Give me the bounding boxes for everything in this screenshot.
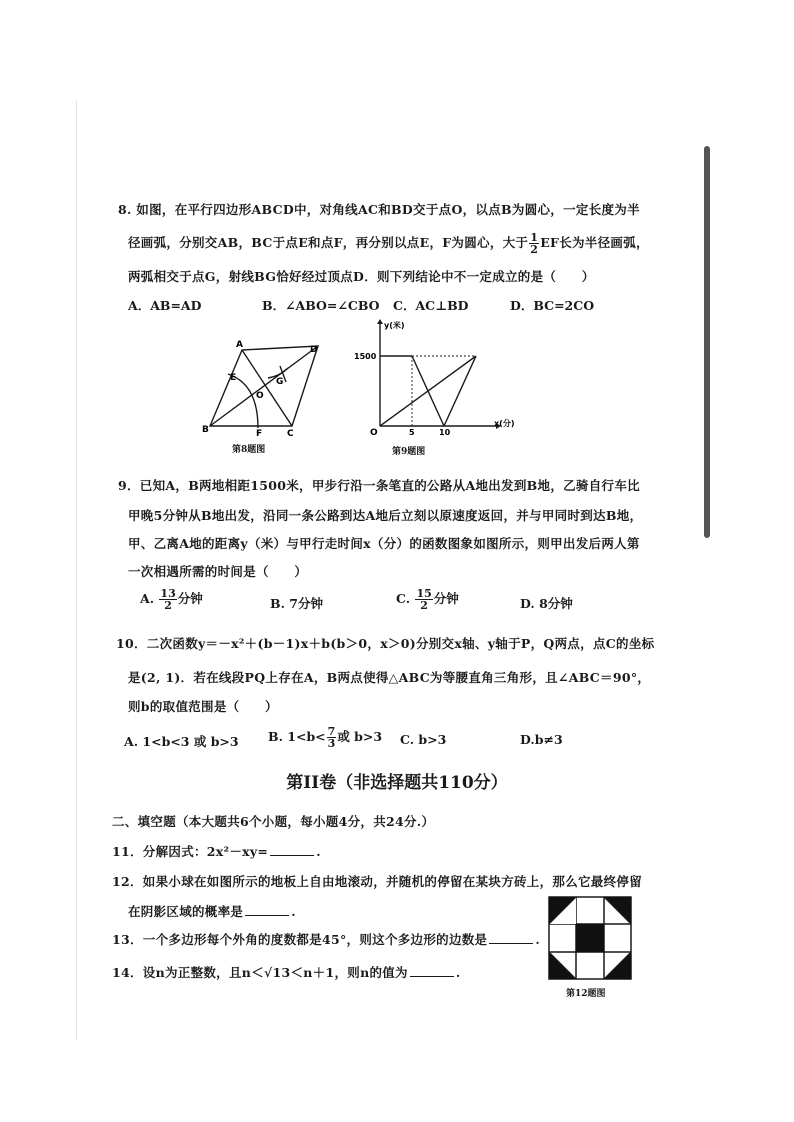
label-o: O bbox=[256, 391, 264, 401]
q12-line2 bbox=[128, 902, 296, 920]
q12-figure bbox=[548, 896, 632, 980]
q13-end: . bbox=[535, 932, 540, 947]
q9-option-a-den: 2 bbox=[164, 599, 172, 612]
q8-option-d: D．BC=2CO bbox=[510, 298, 595, 313]
q9-line3: 甲、乙离A地的距离y（米）与甲行走时间x（分）的函数图象如图所示，则甲出发后两人第 bbox=[128, 536, 640, 551]
scrollbar-thumb[interactable] bbox=[704, 146, 710, 538]
q9-y-tick: 1500 bbox=[354, 352, 377, 361]
q10-line3: 则b的取值范围是（ ） bbox=[128, 699, 278, 714]
q10-option-a: A. 1<b<3 或 b>3 bbox=[124, 734, 239, 749]
q9-option-c-fraction bbox=[415, 588, 432, 611]
q9-option-d: D. 8分钟 bbox=[520, 596, 573, 611]
q9-option-a-fraction bbox=[159, 588, 176, 611]
q13-blank[interactable] bbox=[489, 933, 533, 944]
q9-x-label: x(分) bbox=[494, 419, 515, 428]
segment-jia bbox=[380, 356, 476, 426]
q10-option-b-pre: B. 1<b< bbox=[268, 729, 326, 744]
paper-edge bbox=[76, 100, 77, 1040]
q12-end: . bbox=[291, 904, 296, 919]
q9-option-c-den: 2 bbox=[420, 599, 428, 612]
q12-line1: 12．如果小球在如图所示的地板上自由地滚动，并随机的停留在某块方砖上，那么它最终停留 bbox=[112, 874, 642, 889]
q10-option-b-den: 3 bbox=[327, 737, 336, 750]
q8-half-num: 1 bbox=[530, 231, 539, 244]
q13-line bbox=[112, 930, 540, 948]
q10-option-b bbox=[268, 726, 382, 749]
label-f: F bbox=[256, 429, 263, 439]
label-c: C bbox=[287, 429, 294, 439]
q9-option-a bbox=[140, 588, 203, 611]
q14-line bbox=[112, 963, 461, 981]
q11-blank[interactable] bbox=[270, 845, 314, 856]
q11-text: 11．分解因式：2x²－xy= bbox=[112, 844, 269, 859]
q8-line1: 8. 如图，在平行四边形ABCD中，对角线AC和BD交于点O，以点B为圆心，一定长度为半 bbox=[118, 202, 640, 217]
q9-option-c bbox=[396, 588, 459, 611]
q9-line4: 一次相遇所需的时间是（ ） bbox=[128, 564, 308, 579]
q12-blank[interactable] bbox=[245, 905, 289, 916]
q8-line2 bbox=[128, 232, 649, 255]
q8-half-den: 2 bbox=[530, 243, 539, 256]
q13-text: 13．一个多边形每个外角的度数都是45°，则这个多边形的边数是 bbox=[112, 932, 488, 947]
q14-end: . bbox=[455, 965, 461, 980]
label-d: D bbox=[310, 345, 318, 355]
label-a: A bbox=[236, 340, 243, 350]
q12-text: 在阴影区域的概率是 bbox=[128, 904, 244, 919]
q9-x-tick-5: 5 bbox=[409, 428, 415, 437]
q10-line1: 10．二次函数y＝－x²＋(b－1)x＋b(b＞0，x＞0)分别交x轴、y轴于P，Q两点，点C的坐标 bbox=[116, 636, 655, 651]
q9-option-c-unit: 分钟 bbox=[433, 591, 459, 606]
q9-option-c-num: 15 bbox=[416, 587, 432, 600]
q9-line1: 9．已知A，B两地相距1500米，甲步行沿一条笔直的公路从A地出发到B地，乙骑自行车比 bbox=[118, 478, 640, 493]
q8-figure bbox=[200, 336, 340, 440]
q9-origin: O bbox=[370, 428, 378, 438]
q10-option-b-fraction bbox=[327, 726, 337, 749]
q11-line bbox=[112, 842, 321, 860]
q10-line2: 是(2, 1)．若在线段PQ上存在A，B两点使得△ABC为等腰直角三角形，且∠ABC＝90°， bbox=[128, 670, 651, 685]
q8-line2a: 径画弧，分别交AB，BC于点E和点F，再分别以点E，F为圆心，大于 bbox=[128, 235, 529, 250]
label-b: B bbox=[202, 425, 209, 435]
q8-option-a: A．AB=AD bbox=[128, 298, 202, 313]
q8-line2b: EF长为半径画弧， bbox=[540, 235, 649, 250]
segment-yi-back bbox=[444, 356, 476, 426]
q9-figure-caption: 第9题图 bbox=[392, 447, 426, 457]
q10-option-b-post: 或 b>3 bbox=[337, 729, 383, 744]
part2-heading: 二、填空题（本大题共6个小题，每小题4分，共24分.） bbox=[112, 814, 435, 829]
q10-option-c: C. b>3 bbox=[400, 732, 447, 747]
q9-option-b: B. 7分钟 bbox=[270, 596, 323, 611]
q8-line3: 两弧相交于点G，射线BG恰好经过顶点D．则下列结论中不一定成立的是（ ） bbox=[128, 269, 595, 284]
q14-text: 14．设n为正整数，且n＜√13＜n＋1，则n的值为 bbox=[112, 965, 408, 980]
diagonal-ac bbox=[242, 350, 292, 426]
q11-end: . bbox=[316, 844, 321, 859]
q8-option-b: B．∠ABO=∠CBO bbox=[262, 298, 380, 313]
q10-option-b-num: 7 bbox=[327, 725, 336, 738]
q12-figure-caption: 第12题图 bbox=[566, 989, 606, 999]
section-title: 第II卷（非选择题共110分） bbox=[286, 773, 508, 793]
q9-line2: 甲晚5分钟从B地出发，沿同一条公路到达A地后立刻以原速度返回，并与甲同时到达B地， bbox=[128, 508, 643, 523]
q9-option-a-unit: 分钟 bbox=[177, 591, 203, 606]
q10-option-d: D.b≠3 bbox=[520, 732, 563, 747]
q9-x-tick-10: 10 bbox=[439, 428, 451, 437]
q14-blank[interactable] bbox=[410, 966, 454, 977]
label-g: G bbox=[276, 377, 284, 387]
q9-option-a-label: A. bbox=[140, 591, 155, 606]
q9-option-c-label: C. bbox=[396, 591, 411, 606]
q9-option-a-num: 13 bbox=[160, 587, 176, 600]
label-e: E bbox=[230, 373, 237, 383]
q8-figure-caption: 第8题图 bbox=[232, 445, 266, 455]
q9-figure bbox=[346, 318, 516, 440]
q9-y-label: y(米) bbox=[384, 321, 405, 330]
q8-option-c: C．AC⊥BD bbox=[393, 298, 469, 313]
y-axis-arrow bbox=[377, 319, 383, 324]
q8-half-fraction bbox=[529, 232, 539, 255]
center-shaded-tile bbox=[576, 924, 604, 952]
